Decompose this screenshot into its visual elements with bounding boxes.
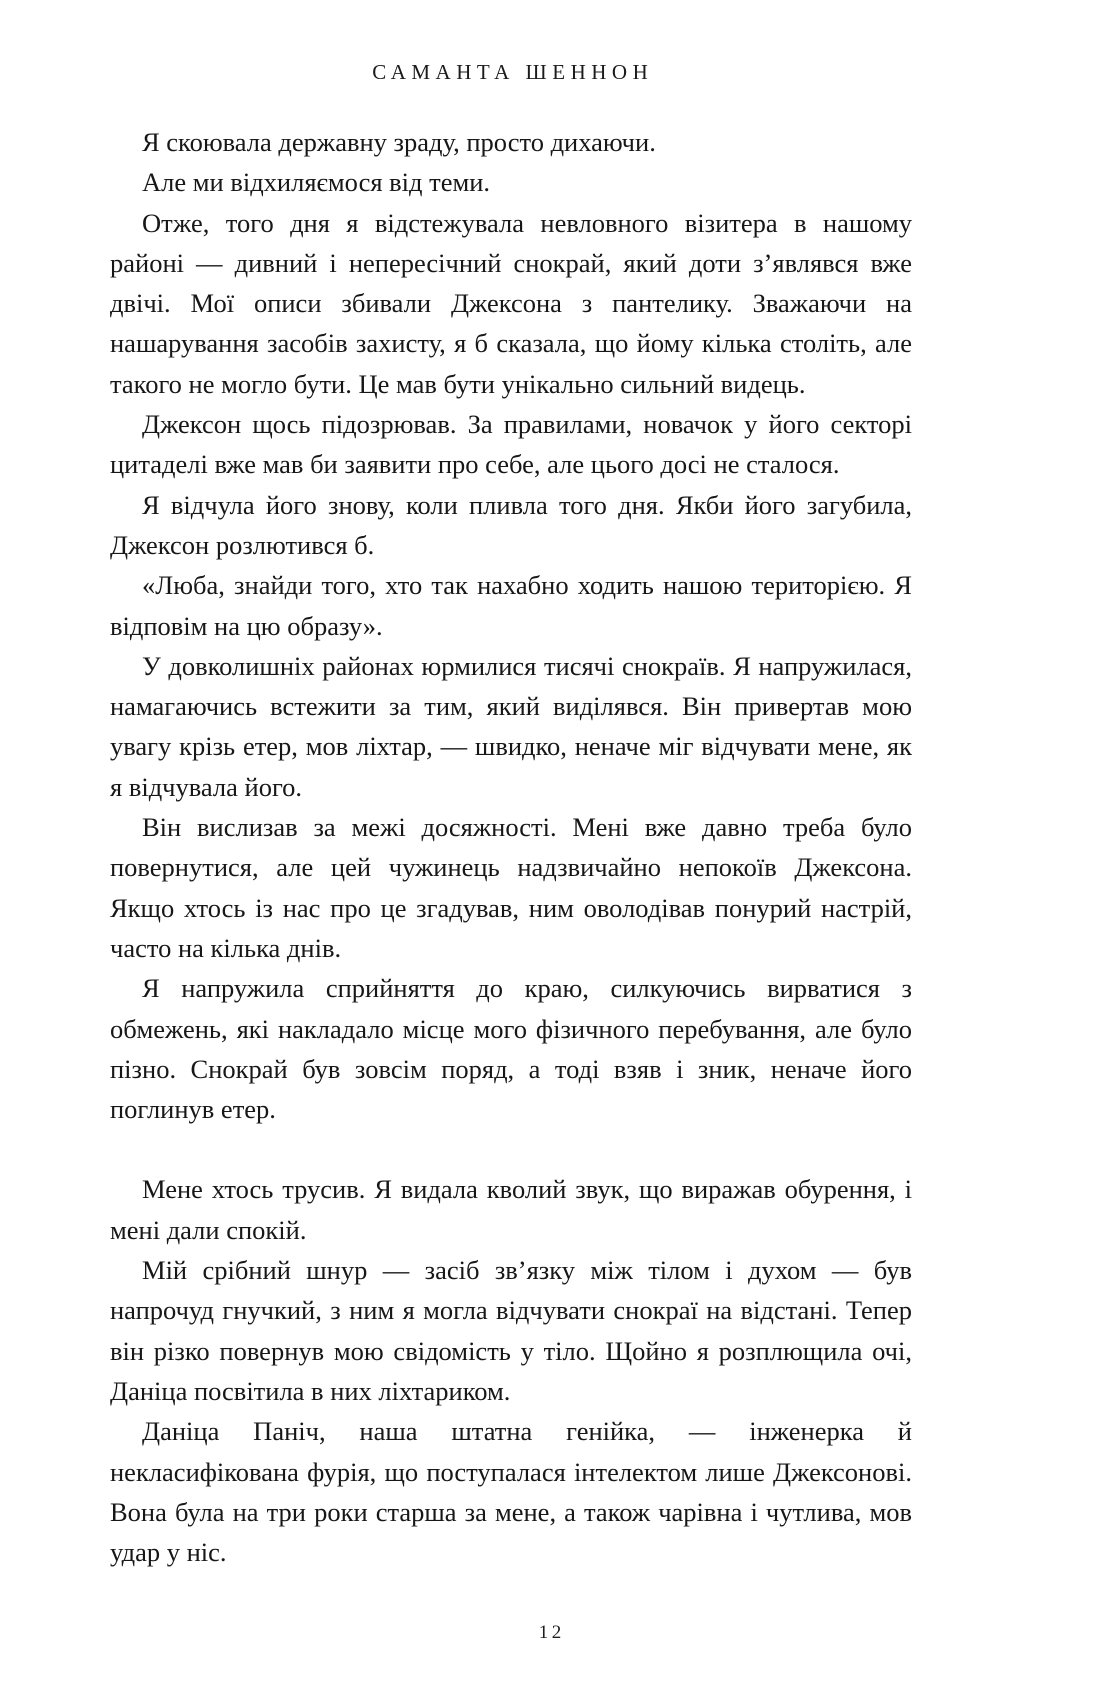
paragraph: Він вислизав за межі досяжності. Мені вже давно треба було повернутися, але цей чужинець надзвичайно непокоїв Джексона. Якщо хтось із нас про це згадував, ним оволодівав понурий настрій, часто на кілька днів. bbox=[110, 812, 912, 963]
page-number: 12 bbox=[538, 1622, 565, 1643]
paragraph: Я відчула його знову, коли пливла того дня. Якби його загубила, Джексон розлютився б. bbox=[110, 489, 912, 560]
body-text-column bbox=[110, 122, 912, 1572]
paragraph: У довколишніх районах юрмилися тисячі снокраїв. Я напружилася, намагаючись встежити за тим, який виділявся. Він привертав мою увагу крізь етер, мов ліхтар, — швидко, неначе міг відчувати мене, як я відчувала його. bbox=[110, 650, 912, 802]
section-break bbox=[110, 1129, 912, 1169]
running-head-author: САМАНТА ШЕННОН bbox=[372, 60, 654, 84]
paragraph: Мій срібний шнур — засіб зв’язку між тілом і духом — був напрочуд гнучкий, з ним я могла відчувати снокраї на відстані. Тепер він різко повернув мою свідомість у тіло. Щойно я розплющила очі, Даніца посвітила в них ліхтариком. bbox=[110, 1255, 912, 1406]
paragraph: Джексон щось підозрював. За правилами, новачок у його секторі цитаделі вже мав би заявити про себе, але цього досі не сталося. bbox=[110, 409, 912, 480]
paragraph: Але ми відхиляємося від теми. bbox=[142, 167, 491, 198]
paragraph: Мене хтось трусив. Я видала кволий звук, що виражав обурення, і мені дали спокій. bbox=[110, 1174, 912, 1245]
paragraph: Я напружила сприйняття до краю, силкуючись вирватися з обмежень, які накладало місце мого фізичного перебування, але було пізно. Снокрай був зовсім поряд, а тоді взяв і зник, неначе його поглинув етер. bbox=[110, 973, 912, 1125]
paragraph: Я скоювала державну зраду, просто дихаючи. bbox=[142, 127, 656, 157]
paragraph: «Люба, знайди того, хто так нахабно ходить нашою територією. Я відповім на цю образу». bbox=[110, 570, 912, 641]
paragraph: Даніца Паніч, наша штатна генійка, — інженерка й некласифікована фурія, що поступалася інтелектом лише Джексонові. Вона була на три роки старша за мене, а також чарівна і чутлива, мов удар у ніс. bbox=[110, 1416, 912, 1568]
paragraph: Отже, того дня я відстежувала невловного візитера в нашому районі — дивний і непересічний снокрай, який доти з’являвся вже двічі. Мої описи збивали Джексона з пантелику. Зважаючи на нашарування засобів захисту, я б сказала, що йому кілька століть, але такого не могло бути. Це мав бути унікально сильний видець. bbox=[110, 207, 912, 399]
